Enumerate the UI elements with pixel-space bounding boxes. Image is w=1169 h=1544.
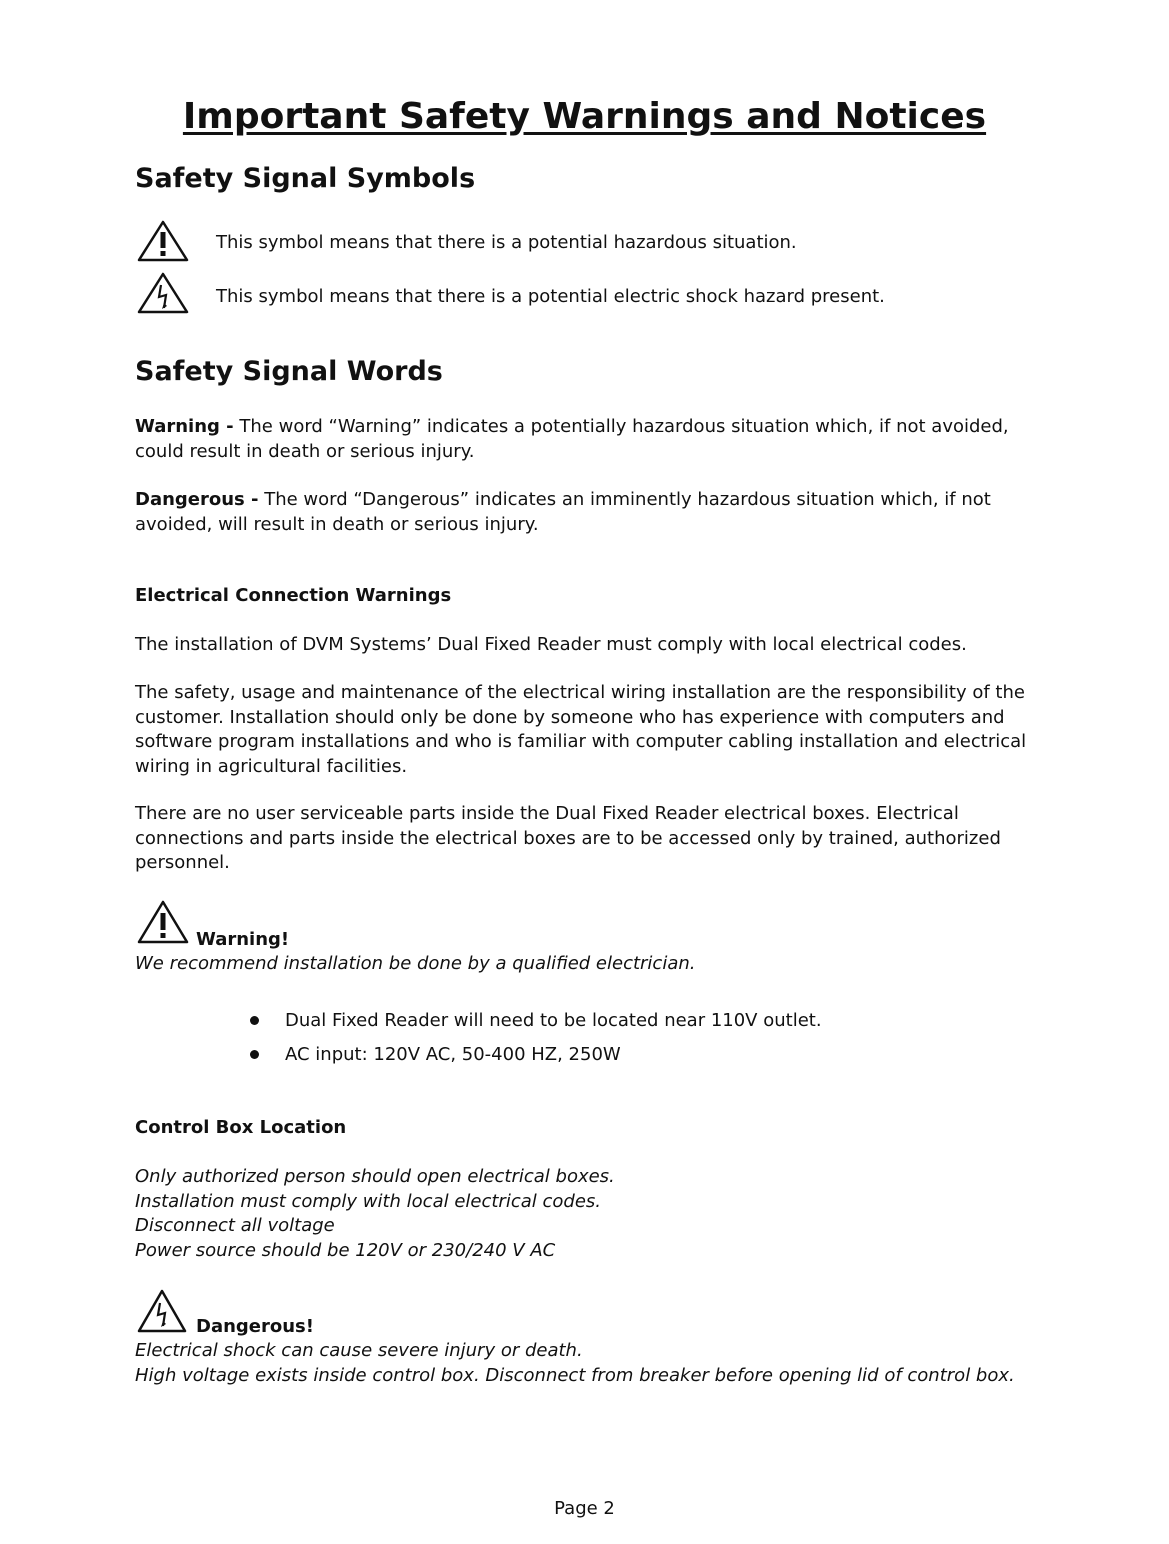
control-box-instructions [135, 1165, 1045, 1263]
warning-triangle-icon [137, 220, 189, 262]
page-number: Page 2 [554, 1498, 615, 1519]
page-title: Important Safety Warnings and Notices [182, 96, 987, 137]
symbol-shock-text: This symbol means that there is a potential electric shock hazard present. [216, 286, 885, 307]
electrical-para-3: There are no user serviceable parts inside the Dual Fixed Reader electrical boxes. Electrical connections and parts inside the electrical boxes are to be accessed only by trained, authorized personnel. [135, 803, 1001, 873]
electrical-para-1: The installation of DVM Systems’ Dual Fixed Reader must comply with local electrical codes. [135, 634, 967, 655]
electric-shock-callout-icon [137, 1289, 187, 1333]
warning-callout-label: Warning! [196, 929, 290, 950]
control-line-3: Disconnect all voltage [135, 1215, 335, 1236]
warning-callout-text: We recommend installation be done by a qualified electrician. [135, 953, 696, 974]
dangerous-definition-text: The word “Dangerous” indicates an imminently hazardous situation which, if not avoided, will result in death or serious injury. [135, 489, 991, 535]
bullet-item-ac-input: AC input: 120V AC, 50-400 HZ, 250W [285, 1044, 621, 1065]
electric-shock-triangle-icon [137, 272, 189, 314]
electrical-heading: Electrical Connection Warnings [135, 585, 452, 606]
dangerous-line-2: High voltage exists inside control box. Disconnect from breaker before opening lid of control box. [135, 1364, 1015, 1386]
warning-callout-icon [137, 900, 189, 944]
symbol-warning-text: This symbol means that there is a potential hazardous situation. [216, 232, 797, 253]
warning-term: Warning - [135, 416, 234, 437]
control-box-heading: Control Box Location [135, 1117, 347, 1138]
bullet-item-outlet: Dual Fixed Reader will need to be located near 110V outlet. [285, 1010, 822, 1031]
dangerous-callout-text [135, 1339, 1045, 1388]
symbols-heading: Safety Signal Symbols [135, 163, 476, 194]
warning-definition [135, 415, 1045, 464]
bullet-icon [250, 1050, 259, 1059]
bullet-icon [250, 1016, 259, 1025]
dangerous-definition [135, 488, 1045, 537]
warning-definition-text: The word “Warning” indicates a potentially hazardous situation which, if not avoided, could result in death or serious injury. [135, 416, 1009, 462]
dangerous-callout-label: Dangerous! [196, 1316, 314, 1337]
electrical-para-2: The safety, usage and maintenance of the electrical wiring installation are the responsibility of the customer. Installation should only be done by someone who has experience with computers and software program installations and who is familiar with computer cabling installation and electrical wiring in agricultural facilities. [135, 682, 1027, 777]
dangerous-line-1: Electrical shock can cause severe injury or death. [135, 1340, 583, 1361]
words-heading: Safety Signal Words [135, 356, 443, 387]
control-line-4: Power source should be 120V or 230/240 V AC [135, 1239, 556, 1261]
control-line-2: Installation must comply with local electrical codes. [135, 1190, 601, 1212]
dangerous-term: Dangerous - [135, 489, 259, 510]
control-line-1: Only authorized person should open electrical boxes. [135, 1166, 615, 1187]
